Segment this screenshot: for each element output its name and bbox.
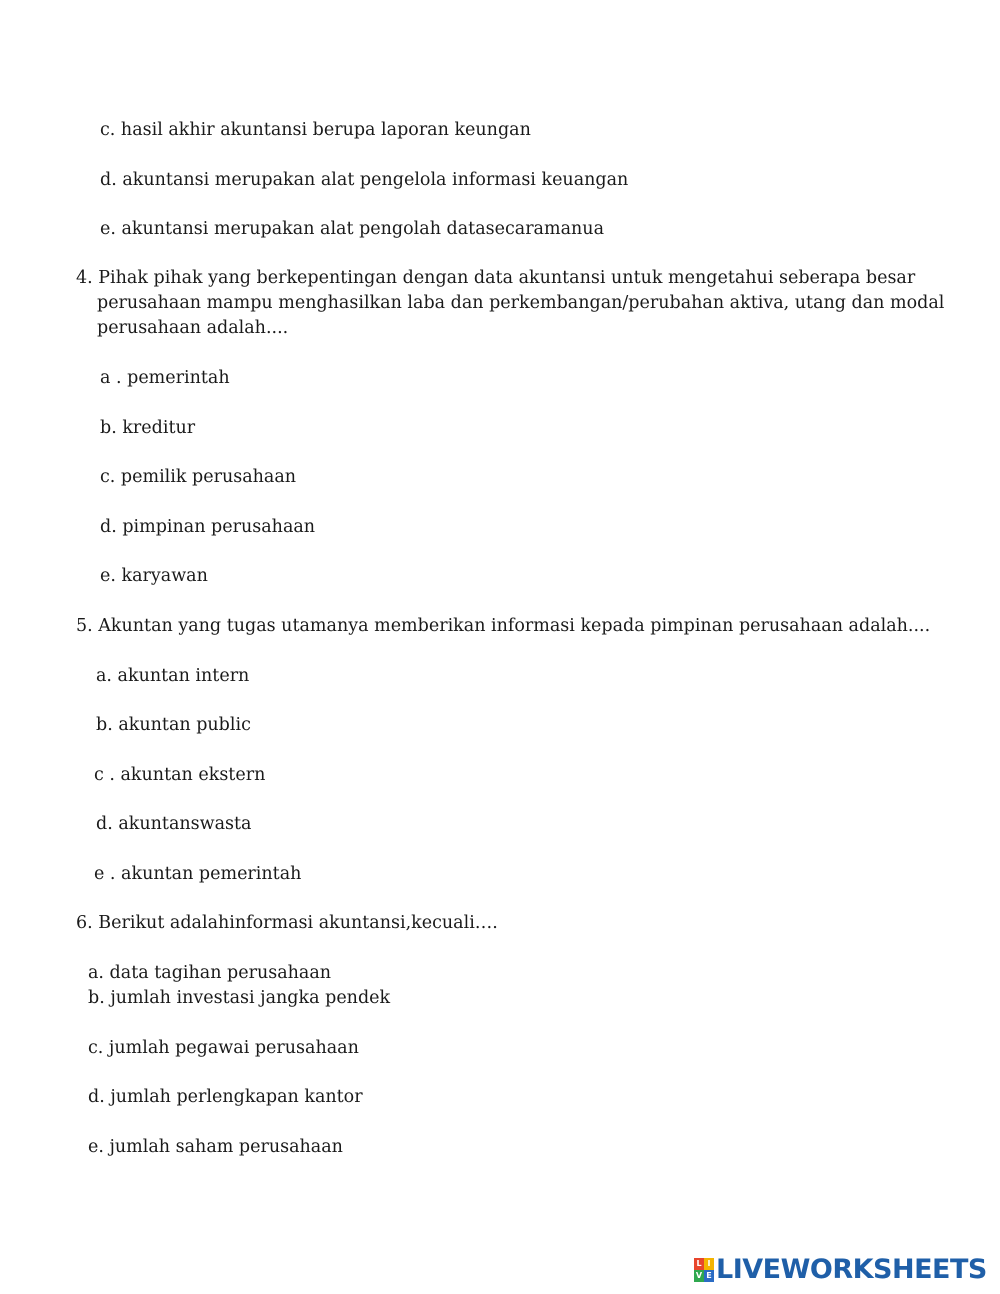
logo-badge-letter-v: V [695,1271,703,1280]
q6-option-a: a. data tagihan perusahaan [88,963,332,983]
q4-option-a: a . pemerintah [100,368,230,388]
liveworksheets-logo [694,1254,987,1286]
q3-option-e: e. akuntansi merupakan alat pengolah datasecaramanua [100,219,604,239]
q4-option-e: e. karyawan [100,566,208,586]
logo-badge-letter-l: L [694,1258,704,1270]
logo-badge-letter-i: I [704,1258,714,1270]
logo-badge-letter-e: E [704,1270,714,1282]
q5-option-c: c . akuntan ekstern [94,765,266,785]
q4-question-line-3: perusahaan adalah.... [97,318,289,338]
q3-option-c: c. hasil akhir akuntansi berupa laporan keungan [100,120,531,140]
q5-option-a: a. akuntan intern [96,666,250,686]
q4-option-c: c. pemilik perusahaan [100,467,297,487]
q6-option-c: c. jumlah pegawai perusahaan [88,1038,359,1058]
q6-option-b: b. jumlah investasi jangka pendek [88,988,391,1008]
q5-question: 5. Akuntan yang tugas utamanya memberikan informasi kepada pimpinan perusahaan adalah.... [76,616,931,636]
q4-question-line-2: perusahaan mampu menghasilkan laba dan perkembangan/perubahan aktiva, utang dan modal [97,293,945,313]
q6-option-d: d. jumlah perlengkapan kantor [88,1087,363,1107]
q4-option-b: b. kreditur [100,418,196,438]
liveworksheets-logo-text: LIVEWORKSHEETS [716,1254,987,1285]
q4-question [76,266,945,341]
q5-option-b: b. akuntan public [96,715,251,735]
liveworksheets-logo-icon [694,1258,714,1282]
q4-option-d: d. pimpinan perusahaan [100,517,316,537]
q5-option-e: e . akuntan pemerintah [94,864,302,884]
q3-option-d: d. akuntansi merupakan alat pengelola informasi keuangan [100,170,629,190]
q5-option-d: d. akuntanswasta [96,814,252,834]
q6-option-e: e. jumlah saham perusahaan [88,1137,343,1157]
q6-question: 6. Berikut adalahinformasi akuntansi,kecuali…. [76,913,498,933]
q4-question-line-1: 4. Pihak pihak yang berkepentingan dengan data akuntansi untuk mengetahui seberapa besar [76,268,916,288]
